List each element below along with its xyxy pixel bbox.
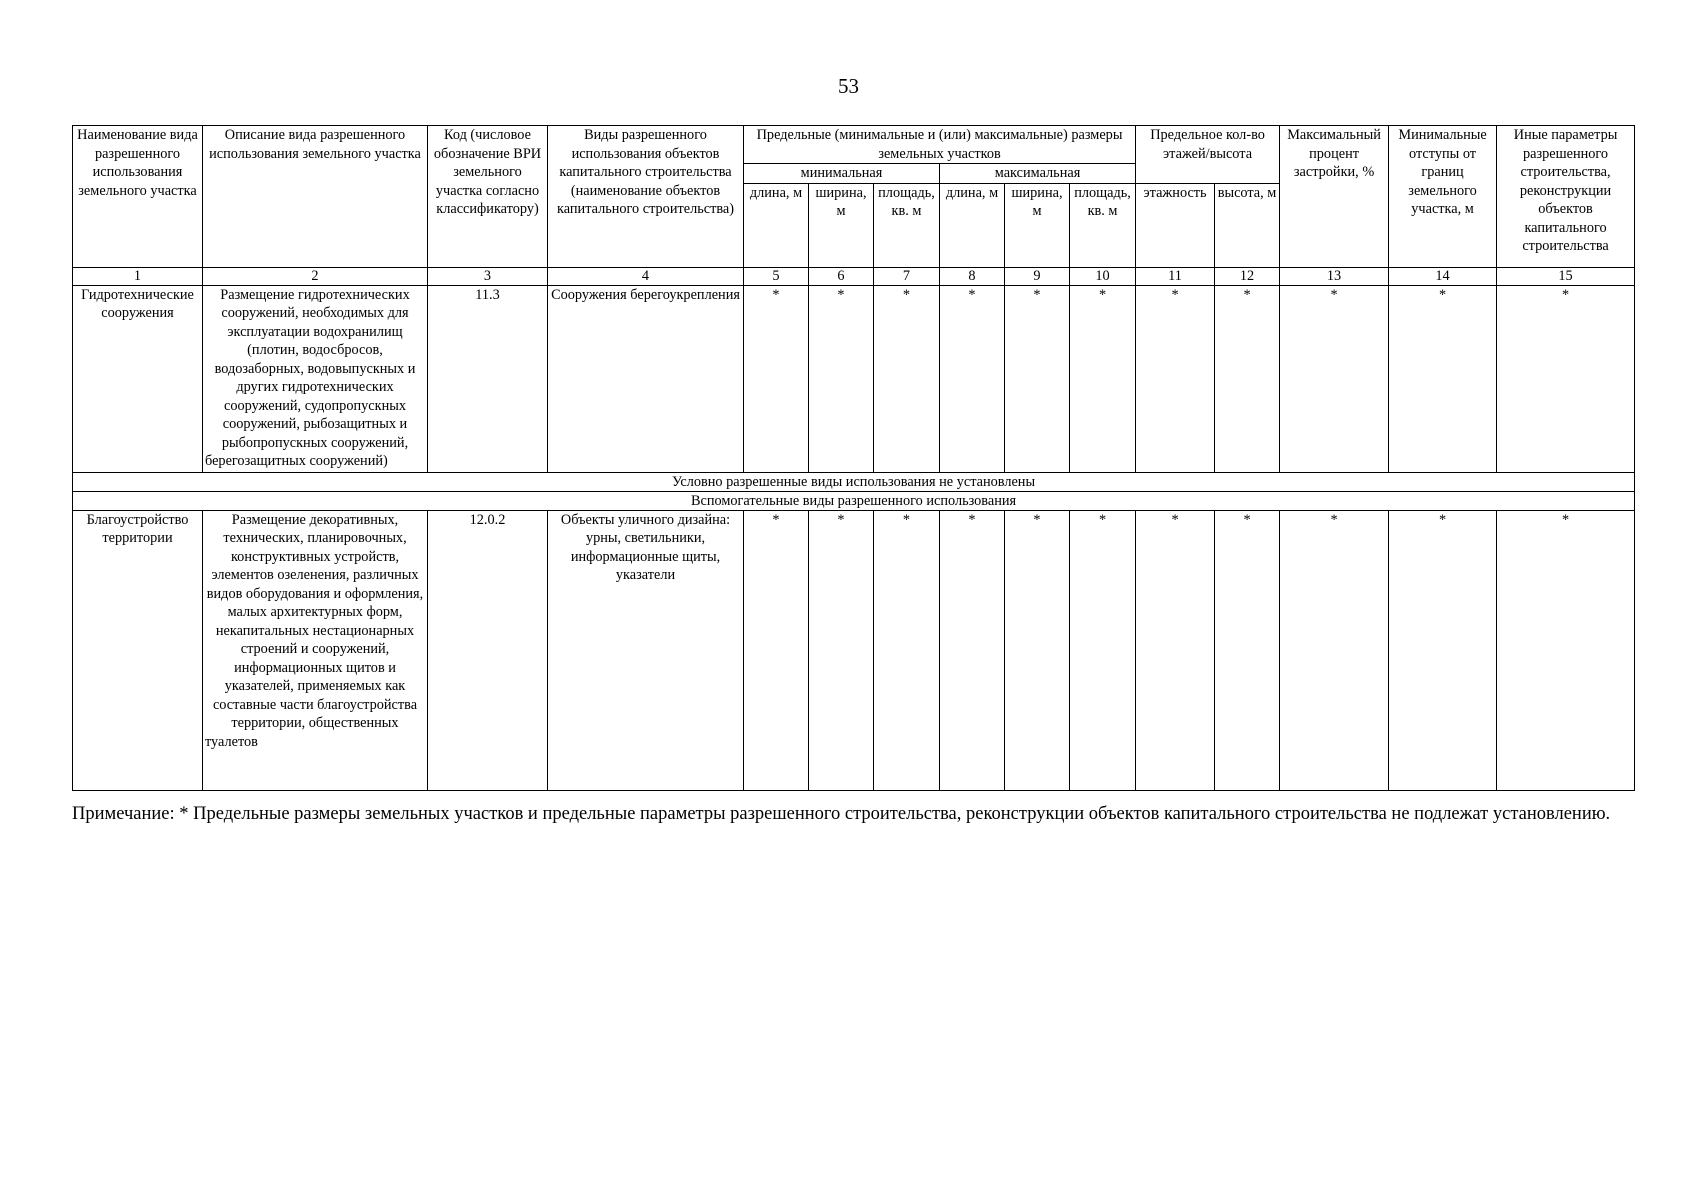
header-objects: Виды разрешенного использования объектов капитального строительства (наименование объектов капитального строительства): [548, 126, 744, 268]
row-name: Гидротехнические сооружения: [73, 285, 203, 472]
header-max-width: ширина, м: [1005, 183, 1070, 267]
table-row: [73, 285, 1635, 472]
value-cell: *: [1497, 285, 1635, 472]
table-row: [73, 510, 1635, 790]
value-cell: *: [809, 510, 874, 790]
header-limits: Предельные (минимальные и (или) максимальные) размеры земельных участков: [744, 126, 1136, 164]
auxiliary-uses-label: Вспомогательные виды разрешенного использования: [73, 491, 1635, 510]
row-name: Благоустройство территории: [73, 510, 203, 790]
value-cell: *: [1280, 285, 1389, 472]
row-description: Размещение декоративных, технических, планировочных, конструктивных устройств, элементов озеленения, различных видов оборудования и оформления, малых архитектурных форм, некапитальных нестационарных строений и сооружений, информационных щитов и указателей, применяемых как составные части благоустройства территории, общественных туалетов: [203, 510, 428, 790]
value-cell: *: [874, 285, 940, 472]
column-number: 10: [1070, 267, 1136, 285]
header-max: максимальная: [940, 164, 1136, 184]
row-description: Размещение гидротехнических сооружений, необходимых для эксплуатации водохранилищ (плотин, водосбросов, водозаборных, водовыпускных и других гидротехнических сооружений, судопропускных сооружений, рыбозащитных и рыбопропускных сооружений, берегозащитных сооружений): [203, 285, 428, 472]
value-cell: *: [744, 285, 809, 472]
row-objects: Сооружения берегоукрепления: [548, 285, 744, 472]
column-number: 9: [1005, 267, 1070, 285]
value-cell: *: [1389, 510, 1497, 790]
header-code: Код (числовое обозначение ВРИ земельного участка согласно классификатору): [428, 126, 548, 268]
value-cell: *: [1136, 285, 1215, 472]
value-cell: *: [874, 510, 940, 790]
column-number: 15: [1497, 267, 1635, 285]
footnote: Примечание: * Предельные размеры земельных участков и предельные параметры разрешенного строительства, реконструкции объектов капитального строительства не подлежат установлению.: [72, 804, 1611, 824]
header-max-length: длина, м: [940, 183, 1005, 267]
value-cell: *: [1215, 510, 1280, 790]
header-min-area: площадь, кв. м: [874, 183, 940, 267]
column-number: 6: [809, 267, 874, 285]
column-number: 7: [874, 267, 940, 285]
header-height: высота, м: [1215, 183, 1280, 267]
header-min-setback: Минимальные отступы от границ земельного участка, м: [1389, 126, 1497, 268]
column-number: 12: [1215, 267, 1280, 285]
column-number: 3: [428, 267, 548, 285]
column-number: 8: [940, 267, 1005, 285]
value-cell: *: [940, 510, 1005, 790]
value-cell: *: [1005, 510, 1070, 790]
land-use-table: [72, 125, 1635, 791]
value-cell: *: [809, 285, 874, 472]
header-min: минимальная: [744, 164, 940, 184]
row-objects: Объекты уличного дизайна: урны, светильники, информационные щиты, указатели: [548, 510, 744, 790]
value-cell: *: [1215, 285, 1280, 472]
auxiliary-uses-row: [73, 491, 1635, 510]
value-cell: *: [744, 510, 809, 790]
row-code: 11.3: [428, 285, 548, 472]
column-number: 1: [73, 267, 203, 285]
column-number: 11: [1136, 267, 1215, 285]
header-max-area: площадь, кв. м: [1070, 183, 1136, 267]
row-code: 12.0.2: [428, 510, 548, 790]
header-min-width: ширина, м: [809, 183, 874, 267]
header-max-percent: Максимальный процент застройки, %: [1280, 126, 1389, 268]
header-floors-height: Предельное кол-во этажей/высота: [1136, 126, 1280, 184]
header-other: Иные параметры разрешенного строительства, реконструкции объектов капитального строительства: [1497, 126, 1635, 268]
column-number: 4: [548, 267, 744, 285]
value-cell: *: [1389, 285, 1497, 472]
header-name: Наименование вида разрешенного использования земельного участка: [73, 126, 203, 268]
column-number: 5: [744, 267, 809, 285]
page-number: 53: [838, 74, 859, 98]
column-number: 13: [1280, 267, 1389, 285]
header-min-length: длина, м: [744, 183, 809, 267]
header-row-1: [73, 126, 1635, 145]
column-numbers-row: [73, 267, 1635, 285]
value-cell: *: [1070, 285, 1136, 472]
header-description: Описание вида разрешенного использования земельного участка: [203, 126, 428, 268]
value-cell: *: [1280, 510, 1389, 790]
conditional-uses-row: [73, 472, 1635, 491]
conditional-uses-label: Условно разрешенные виды использования не установлены: [73, 472, 1635, 491]
header-floors: этажность: [1136, 183, 1215, 267]
value-cell: *: [1005, 285, 1070, 472]
value-cell: *: [940, 285, 1005, 472]
column-number: 14: [1389, 267, 1497, 285]
value-cell: *: [1136, 510, 1215, 790]
column-number: 2: [203, 267, 428, 285]
value-cell: *: [1497, 510, 1635, 790]
value-cell: *: [1070, 510, 1136, 790]
